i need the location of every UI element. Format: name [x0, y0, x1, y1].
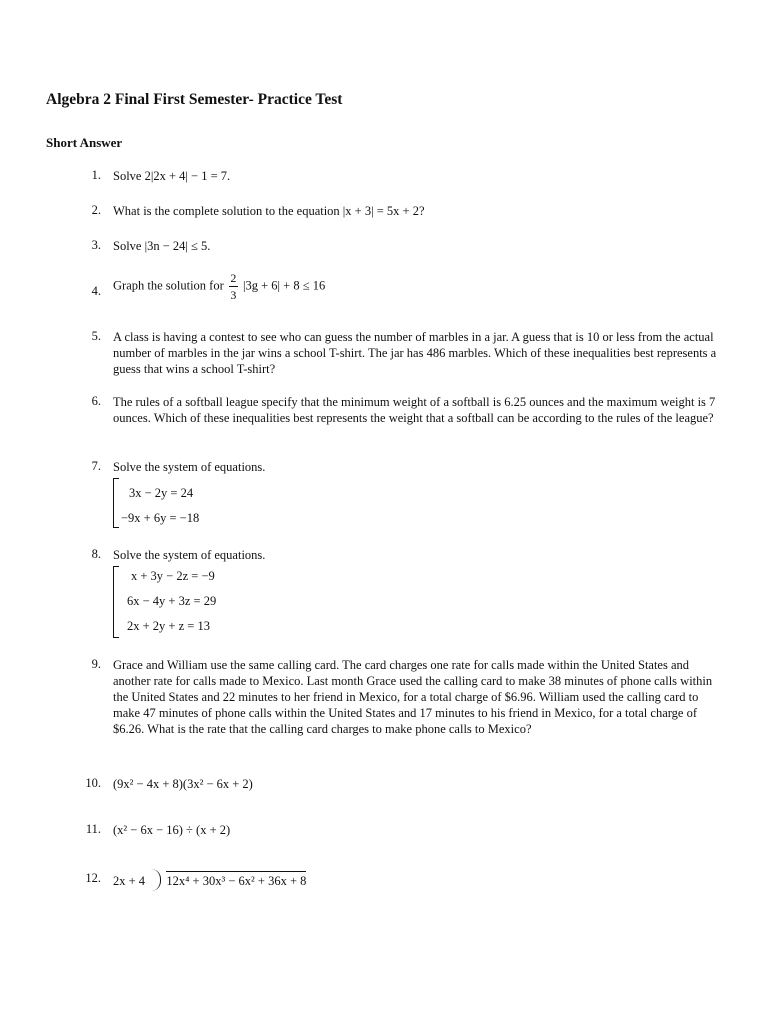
question-number: 7.: [91, 459, 101, 473]
question-text: A class is having a contest to see who can guess the number of marbles in a jar. A guess that is 10 or less from the actual number of marbles in the jar wins a school T-shirt. The jar has 486 marbles. Which of these inequalities best represents a guess that wins a school T-shirt?: [113, 330, 717, 376]
question-text: (9x² − 4x + 8)(3x² − 6x + 2): [113, 777, 253, 791]
system-brace: [113, 478, 114, 528]
question-text: Grace and William use the same calling card. The card charges one rate for calls made within the United States and another rate for calls made to Mexico. Last month Grace used the calling card to make 38 minutes of phone calls within the United States and 22 minutes to her friend in Mexico, for a total charge of $6.96. William used the calling card to make 47 minutes of phone calls within the United States and 17 minutes to his friend in Mexico, for a total charge of $6.26. What is the rate that the calling card charges to make phone calls to Mexico?: [113, 658, 713, 736]
question-number: 8.: [91, 547, 101, 561]
question-text: [113, 272, 725, 301]
question-text: Solve 2|2x + 4| − 1 = 7.: [113, 169, 231, 183]
fraction-denominator: 3: [230, 288, 237, 302]
equation-2: −9x + 6y = −18: [121, 511, 200, 525]
question-number: 6.: [91, 394, 101, 408]
question-text: Solve the system of equations.: [113, 460, 266, 474]
equation-1: 3x − 2y = 24: [129, 486, 194, 500]
question-number: 1.: [91, 168, 101, 182]
question-number: 12.: [85, 871, 101, 885]
question-text: Solve |3n − 24| ≤ 5.: [113, 239, 211, 253]
question-prefix: Graph the solution for: [113, 278, 224, 293]
fraction-numerator: 2: [230, 271, 237, 285]
question-number: 3.: [91, 238, 101, 252]
question-suffix: |3g + 6| + 8 ≤ 16: [243, 278, 326, 293]
system-brace: [113, 566, 114, 638]
long-division-dividend: 12x⁴ + 30x³ − 6x² + 36x + 8: [166, 871, 306, 889]
long-division-divisor: 2x + 4: [113, 874, 146, 888]
question-text: The rules of a softball league specify that the minimum weight of a softball is 6.25 ounces and the maximum weight is 7 ounces. Which of these inequalities best represents the weight that a softball can be according to the rules of the league?: [113, 395, 716, 425]
question-number: 9.: [91, 657, 101, 671]
question-text: (x² − 6x − 16) ÷ (x + 2): [113, 823, 231, 837]
question-text: Solve the system of equations.: [113, 548, 266, 562]
question-number: 11.: [85, 822, 101, 836]
question-number: 2.: [91, 203, 101, 217]
question-text: [113, 871, 725, 893]
equation-1: x + 3y − 2z = −9: [131, 569, 215, 583]
question-text: What is the complete solution to the equation |x + 3| = 5x + 2?: [113, 204, 425, 218]
page-title: Algebra 2 Final First Semester- Practice Test: [46, 91, 343, 108]
fraction: [229, 272, 238, 301]
long-division-bracket: [150, 869, 161, 891]
question-number: 10.: [85, 776, 101, 790]
question-number: 4.: [91, 284, 101, 298]
equation-3: 2x + 2y + z = 13: [127, 619, 210, 633]
fraction-bar: [229, 286, 238, 287]
equation-2: 6x − 4y + 3z = 29: [127, 594, 217, 608]
question-number: 5.: [91, 329, 101, 343]
section-heading: Short Answer: [46, 135, 123, 150]
